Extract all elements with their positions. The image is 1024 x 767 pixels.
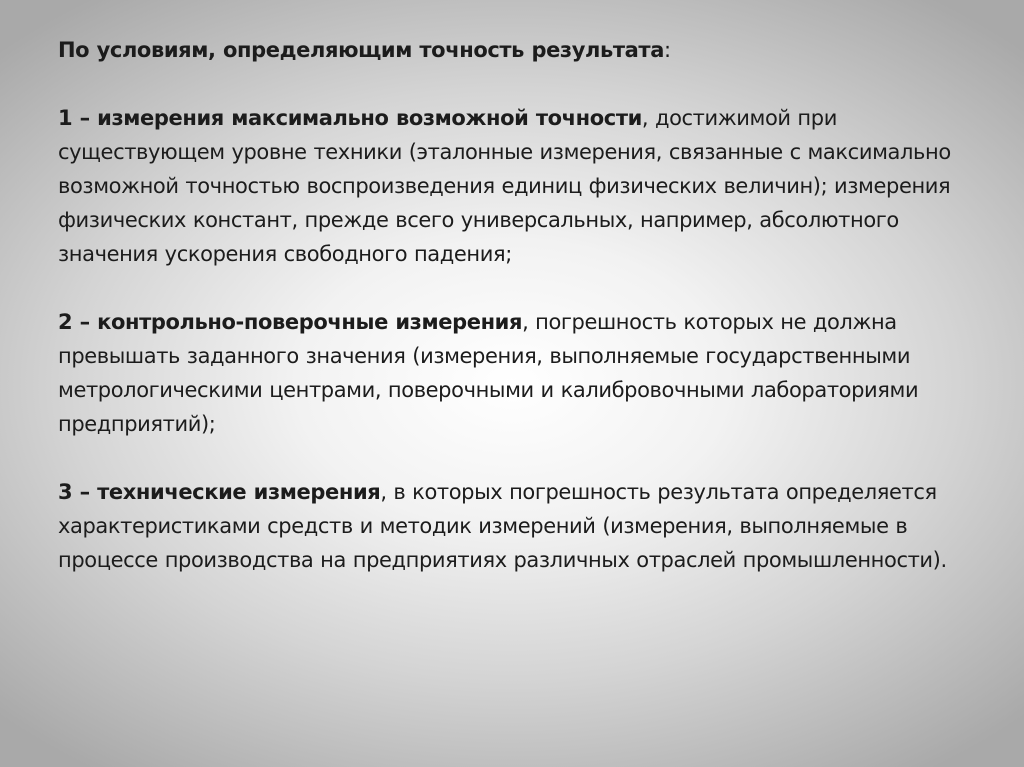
list-item-3 xyxy=(58,475,978,577)
spacer xyxy=(58,271,978,305)
slide-body xyxy=(58,33,978,577)
spacer xyxy=(58,67,978,101)
slide-heading xyxy=(58,33,978,67)
item-3-text: , в которых погрешность результата определяется характеристиками средств и методик измерений (измерения, выполняемые в процессе производства на предприятиях различных отраслей промышленности). xyxy=(58,480,947,572)
list-item-1 xyxy=(58,101,978,271)
item-1-term: 1 – измерения максимально возможной точности xyxy=(58,106,642,130)
item-2-text: , погрешность которых не должна превышать заданного значения (измерения, выполняемые государственными метрологическими центрами, поверочными и калибровочными лабораториями предприятий); xyxy=(58,310,919,436)
list-item-2 xyxy=(58,305,978,441)
item-2-term: 2 – контрольно-поверочные измерения xyxy=(58,310,523,334)
spacer xyxy=(58,441,978,475)
heading-bold: По условиям, определяющим точность результата xyxy=(58,38,664,62)
item-3-term: 3 – технические измерения xyxy=(58,480,381,504)
item-1-text: , достижимой при существующем уровне техники (эталонные измерения, связанные с максимально возможной точностью воспроизведения единиц физических величин); измерения физических констант, прежде всего универсальных, например, абсолютного значения ускорения свободного падения; xyxy=(58,106,951,266)
heading-tail: : xyxy=(663,38,671,62)
